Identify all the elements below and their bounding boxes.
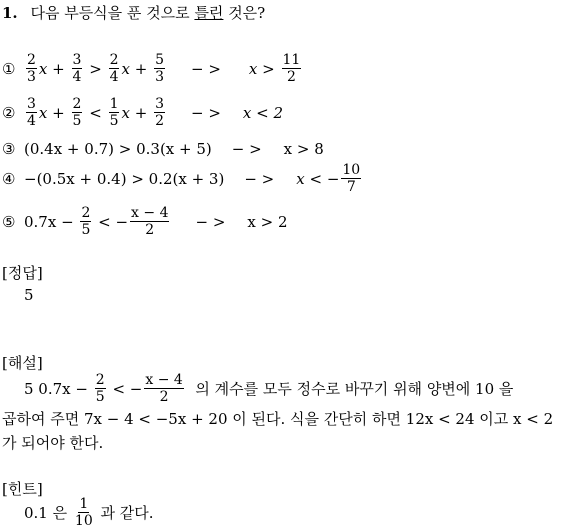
question-title (2, 2, 265, 23)
arrow: − > (190, 103, 221, 122)
option-marker: ① (2, 59, 16, 78)
fraction: $\frac{1}{5}$ (109, 96, 119, 129)
arrow: − > (231, 140, 262, 158)
option-5[interactable]: ⑤ 0.7x − $\frac{2}{5}$ < − $\frac{x - 4}{2}$ − > x > 2 (2, 205, 288, 238)
answer-value: 5 (24, 286, 34, 304)
expression: −(0.5x + 0.4) > 0.2(x + 3) (24, 169, 225, 188)
fraction: $\frac{2}{3}$ (27, 52, 36, 85)
result: x > 2 (247, 212, 288, 231)
question-number: 1. (2, 4, 18, 22)
fraction: $\frac{2}{4}$ (109, 52, 119, 85)
arrow: − > (195, 212, 226, 231)
fraction: $\frac{11}{2}$ (282, 52, 301, 85)
fraction: $\frac{1}{10}$ (74, 496, 93, 529)
option-marker: ③ (2, 140, 16, 158)
fraction: $\frac{2}{5}$ (81, 205, 91, 238)
option-marker: ⑤ (2, 212, 16, 231)
answer-label: [정답] (2, 264, 43, 282)
fraction: $\frac{x - 4}{2}$ (145, 372, 183, 405)
fraction: $\frac{3}{2}$ (155, 96, 164, 129)
hint-line: 0.1 은 $\frac{1}{10}$ 과 같다. (24, 496, 154, 529)
arrow: − > (244, 169, 275, 188)
expression: (0.4x + 0.7) > 0.3(x + 5) (24, 140, 212, 158)
arrow: − > (190, 59, 221, 78)
result: x < 2 (242, 103, 283, 122)
question-text-end: 것은? (223, 4, 266, 22)
option-2[interactable]: ② $\frac{3}{4}$ x + $\frac{2}{5}$ < $\frac{1}{5}$ x + $\frac{3}{2}$ − > x < 2 (2, 96, 283, 129)
hint-label: [힌트] (2, 480, 43, 498)
option-marker: ④ (2, 169, 16, 188)
fraction: $\frac{2}{5}$ (72, 96, 82, 129)
explanation-line-1: 5 0.7x − $\frac{2}{5}$ < − $\frac{x - 4}{2}$ 의 계수를 모두 정수로 바꾸기 위해 양변에 10 을 (24, 372, 514, 405)
fraction: $\frac{2}{5}$ (95, 372, 105, 405)
explanation-line-3: 가 되어야 한다. (2, 434, 104, 452)
explanation-line-2: 곱하여 주면 7x − 4 < −5x + 20 이 된다. 식을 간단히 하면 12x < 24 이고 x < 2 (2, 410, 554, 428)
fraction: $\frac{10}{7}$ (342, 162, 361, 195)
fraction: $\frac{x - 4}{2}$ (131, 205, 169, 238)
question-text: 다음 부등식을 푼 것으로 (30, 4, 195, 22)
result: x > 8 (283, 140, 324, 158)
fraction: $\frac{5}{3}$ (155, 52, 164, 85)
option-1[interactable]: ① $\frac{2}{3}$ x + $\frac{3}{4}$ > $\frac{2}{4}$ x + $\frac{5}{3}$ − > x > $\frac{11}{2}$ (2, 52, 301, 85)
explanation-label: [해설] (2, 354, 43, 372)
option-4[interactable]: ④ −(0.5x + 0.4) > 0.2(x + 3) − > x < − $\frac{10}{7}$ (2, 162, 361, 195)
option-marker: ② (2, 103, 16, 122)
option-3[interactable] (2, 140, 324, 158)
question-underlined: 틀린 (194, 4, 224, 22)
fraction: $\frac{3}{4}$ (72, 52, 82, 85)
fraction: $\frac{3}{4}$ (27, 96, 36, 129)
